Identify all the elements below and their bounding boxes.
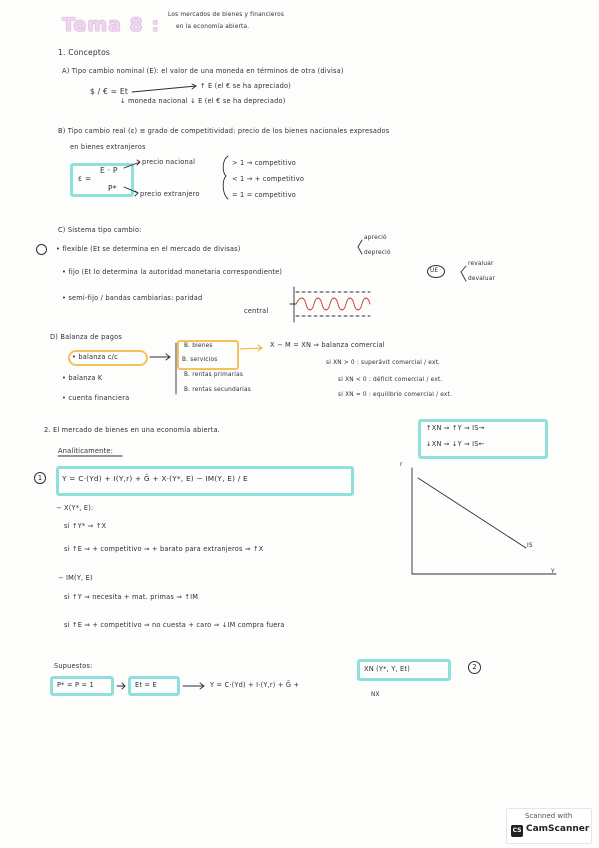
concept-a-down: ↓ moneda nacional ↓ E (el € se ha depreciado)	[120, 97, 286, 105]
formula-e-lhs: ε =	[78, 174, 92, 183]
concept-b-label: B) Tipo cambio real (ε) ≡ grado de competitividad: precio de los bienes nacionales expresados	[58, 127, 390, 135]
fijo-devaluar: devaluar	[468, 276, 496, 282]
concept-c-label: C) Sistema tipo cambio:	[58, 226, 142, 234]
b-rentas-secundarias: B. rentas secundarias	[184, 387, 251, 393]
balanza-comercial-eq: X − M = XN ⇒ balanza comercial	[270, 341, 385, 349]
title-subtitle-1: Los mercados de bienes y financieros	[168, 12, 285, 18]
graph-is-label: IS	[527, 543, 533, 549]
page-title: Tema 8 :	[62, 14, 160, 36]
balanza-k: • balanza K	[62, 374, 103, 382]
precio-nacional-label: precio nacional	[142, 158, 196, 166]
xn-is-line-2: ↓XN ⇒ ↓Y ⇒ IS←	[426, 440, 485, 448]
imports-rule-1: si ↑Y ⇒ necesita + mat. primas ⇒ ↑IM	[64, 593, 199, 601]
exports-rule-1: si ↑Y* ⇒ ↑X	[64, 522, 107, 530]
balanza-cc: • balanza c/c	[72, 353, 118, 361]
supuestos-label: Supuestos:	[54, 662, 93, 670]
concept-a-label: A) Tipo cambio nominal (E): el valor de una moneda en términos de otra (divisa)	[62, 67, 344, 75]
precio-extranjero-label: precio extranjero	[140, 190, 200, 198]
xn-is-line-1: ↑XN ⇒ ↑Y ⇒ IS→	[426, 424, 485, 432]
flexible-apreci: apreció	[364, 235, 387, 241]
equation-1: Y = C·(Yd) + I(Y,r) + Ḡ + X·(Y*, E) − IM(Y, E) / E	[62, 474, 248, 483]
equation-2-xn: XN (Y*, Y, Et)	[364, 665, 410, 673]
xn-negative: si XN < 0 : déficit comercial / ext.	[338, 377, 443, 383]
b-servicios: B. servicios	[182, 357, 218, 363]
xn-positive: si XN > 0 : superávit comercial / ext.	[326, 360, 441, 366]
case-gt-1: > 1 → competitivo	[232, 159, 297, 167]
paridad-central: central	[244, 307, 269, 315]
imports-rule-2: si ↑E ⇒ + competitivo ⇒ no cuesta + caro ⇒ ↓IM compra fuera	[64, 621, 285, 629]
b-rentas-primarias: B. rentas primarias	[184, 372, 244, 378]
stamp-line-1: Scanned with	[525, 812, 573, 820]
cuenta-financiera: • cuenta financiera	[62, 394, 130, 402]
concept-a-formula: $ / € = Et	[90, 87, 129, 96]
exports-rule-2: si ↑E ⇒ + competitivo ⇒ + barato para extranjeros ⇒ ↑X	[64, 545, 264, 553]
section-2-heading: 2. El mercado de bienes en una economía abierta.	[44, 426, 220, 434]
circled-marker-icon	[36, 244, 47, 255]
graph-y-axis-label: Y	[551, 569, 555, 575]
flexible-depreci: depreció	[364, 250, 391, 256]
imports-label: − IM(Y, E)	[58, 574, 93, 582]
fijo-revaluar: revaluar	[468, 261, 494, 267]
case-eq-1: = 1 = competitivo	[232, 191, 297, 199]
ue-label: UE	[430, 268, 439, 274]
xn-zero: si XN = 0 : equilibrio comercial / ext.	[338, 392, 453, 398]
sistema-flexible: • flexible (Et se determina en el mercado de divisas)	[56, 245, 241, 253]
camscanner-stamp	[506, 808, 592, 844]
equation-2: Y = C·(Yd) + I·(Y,r) + Ḡ +	[210, 681, 300, 689]
title-subtitle-2: en la economía abierta.	[176, 24, 250, 30]
sistema-fijo: • fijo (Et lo determina la autoridad monetaria correspondiente)	[62, 268, 283, 276]
formula-e-denominator: P*	[108, 184, 117, 193]
concept-d-label: D) Balanza de pagos	[50, 333, 122, 341]
stamp-line-2: CamScanner	[526, 824, 590, 834]
concept-a-up: ↑ E (el € se ha apreciado)	[200, 82, 291, 90]
circled-2-badge: 2	[468, 661, 481, 674]
camscanner-logo-icon: CS	[511, 825, 523, 837]
formula-e-numerator: E · P	[100, 166, 118, 175]
nx-label: NX	[371, 692, 380, 698]
analiticamente-label: Analíticamente:	[58, 447, 113, 455]
supuesto-1: P* = P = 1	[57, 681, 94, 689]
circled-1-badge: 1	[34, 472, 46, 484]
b-bienes: B. bienes	[184, 343, 213, 349]
concept-b-label-2: en bienes extranjeros	[70, 143, 146, 151]
supuesto-2: Et = E	[135, 681, 157, 689]
exports-label: − X(Y*, E):	[56, 504, 94, 512]
case-lt-1: < 1 → + competitivo	[232, 175, 305, 183]
section-1-heading: 1. Conceptos	[58, 48, 111, 57]
graph-r-axis-label: r	[400, 462, 403, 468]
sistema-semi-fijo: • semi-fijo / bandas cambiarias: paridad	[62, 294, 203, 302]
